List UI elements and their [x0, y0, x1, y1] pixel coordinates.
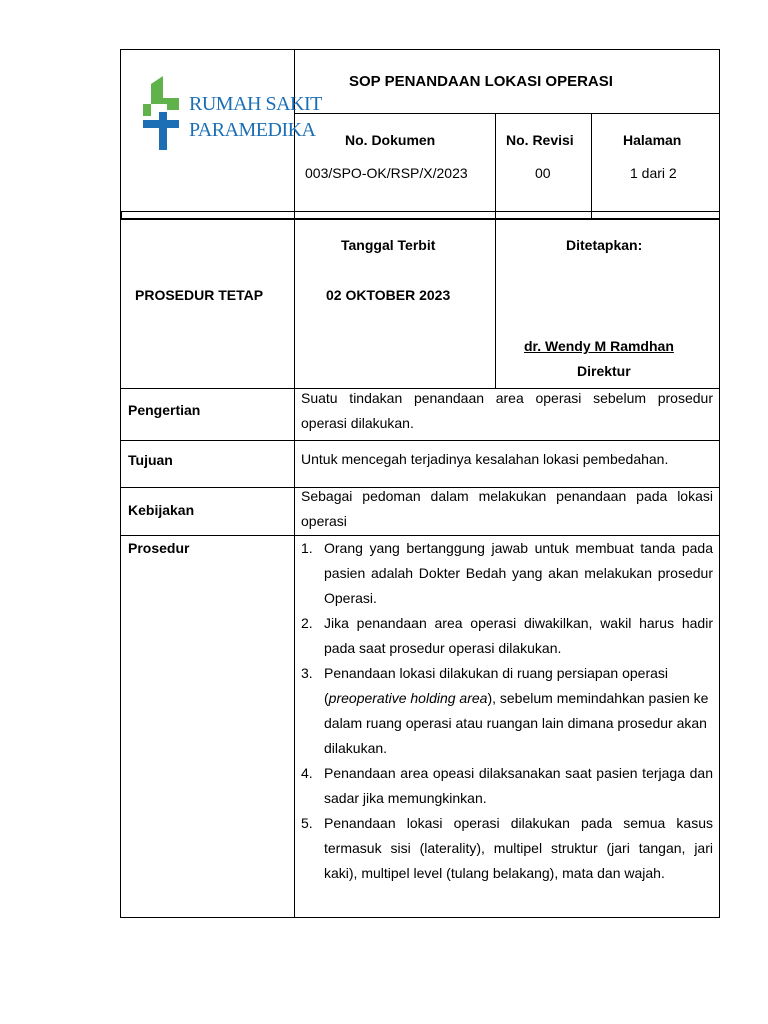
pengertian-body: Suatu tindakan penandaan area operasi sebelum prosedur operasi dilakukan.	[301, 390, 713, 431]
doc-number-value: 003/SPO-OK/RSP/X/2023	[305, 165, 468, 181]
issue-date-label: Tanggal Terbit	[341, 237, 436, 253]
issue-date: 02 OKTOBER 2023	[326, 287, 451, 303]
list-item: 4. Penandaan area opeasi dilaksanakan saat pasien terjaga dan sadar jika memungkinkan.	[301, 765, 713, 806]
approver-name: dr. Wendy M Ramdhan	[524, 338, 674, 354]
revision-value: 00	[535, 165, 551, 181]
approver-title: Direktur	[577, 363, 631, 379]
kebijakan-text: Sebagai pedoman dalam melakukan penandaan pada lokasi operasi	[301, 488, 713, 529]
logo-line1: RUMAH SAKIT	[189, 93, 322, 115]
document-header	[120, 49, 720, 219]
document-title: SOP PENANDAAN LOKASI OPERASI	[349, 73, 613, 90]
prosedur-label: Prosedur	[128, 540, 190, 556]
list-item: 2. Jika penandaan area operasi diwakilkan, wakil harus hadir pada saat prosedur operasi dilakukan.	[301, 615, 713, 656]
hospital-logo	[139, 76, 322, 156]
list-item: 1. Orang yang bertanggung jawab untuk membuat tanda pada pasien adalah Dokter Bedah yang akan melakukan prosedur Operasi.	[301, 540, 713, 606]
approval-block	[120, 219, 720, 389]
prosedur-list	[301, 536, 713, 886]
medical-cross-icon	[139, 76, 187, 156]
kebijakan-label: Kebijakan	[128, 502, 195, 518]
tujuan-text: Untuk mencegah terjadinya kesalahan lokasi pembedahan.	[301, 451, 669, 467]
pengertian-label: Pengertian	[128, 402, 201, 418]
page-value: 1 dari 2	[630, 165, 677, 181]
pengertian-text	[301, 386, 713, 436]
page-label: Halaman	[623, 132, 682, 148]
sop-table	[120, 388, 720, 918]
list-item: 5. Penandaan lokasi operasi dilakukan pada semua kasus termasuk sisi (laterality), multipel struktur (jari tangan, jari kaki), multipel level (tulang belakang), mata dan wajah.	[301, 815, 713, 881]
revision-label: No. Revisi	[506, 132, 574, 148]
doc-number-label: No. Dokumen	[345, 132, 436, 148]
logo-line2: PARAMEDIKA	[189, 119, 316, 141]
approved-label: Ditetapkan:	[566, 237, 643, 253]
tujuan-label: Tujuan	[128, 452, 173, 468]
list-item: 3. Penandaan lokasi dilakukan di ruang persiapan operasi (preoperative holding area), sebelum memindahkan pasien ke dalam ruang operasi atau ruangan lain dimana prosedur akan dilakukan.	[301, 665, 709, 756]
procedure-type: PROSEDUR TETAP	[135, 287, 264, 303]
